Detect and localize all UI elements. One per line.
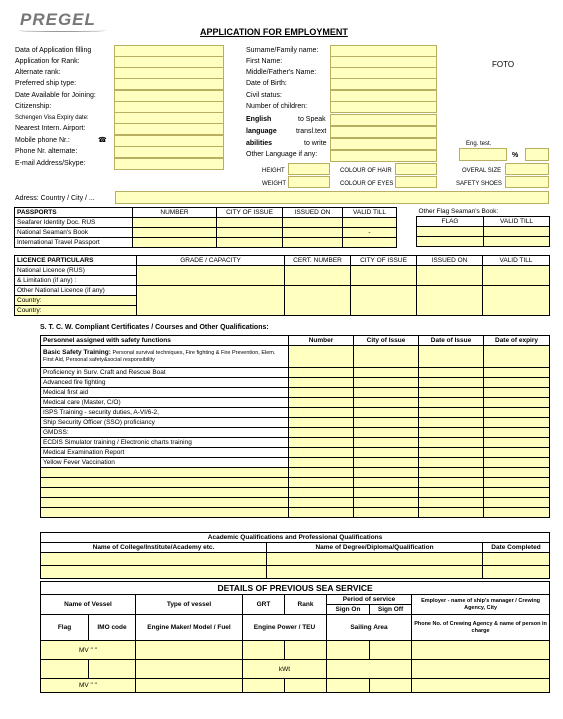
vessel-type-header: Type of vessel	[136, 595, 243, 615]
licence-cell[interactable]	[417, 266, 483, 286]
height-field[interactable]	[288, 163, 330, 175]
sea-cell[interactable]	[89, 660, 136, 679]
stcw-cell[interactable]	[484, 398, 550, 408]
licence-cell[interactable]	[285, 266, 351, 286]
abilities-label: abilities	[246, 140, 273, 147]
stcw-cell[interactable]	[354, 408, 419, 418]
left-field-label: Nearest Intern. Airport:	[15, 125, 86, 132]
stcw-cell[interactable]	[289, 418, 354, 428]
language-label: language	[246, 128, 277, 135]
overall-size-label: OVERAL SIZE	[462, 168, 502, 174]
eyes-label: COLOUR OF EYES	[340, 181, 394, 187]
stcw-cell[interactable]	[41, 468, 289, 478]
stcw-row	[41, 398, 550, 408]
passport-cell[interactable]	[133, 228, 217, 238]
stcw-cell[interactable]	[419, 378, 484, 388]
stcw-cell[interactable]	[484, 508, 550, 518]
stcw-row	[41, 428, 550, 438]
stcw-row	[41, 408, 550, 418]
stcw-cell[interactable]	[484, 428, 550, 438]
bst-text: Personal survival techniques, Fire fighting & Fire Prevention, Elem. First Aid, Personal safety&social responsibility	[43, 350, 276, 363]
stcw-cell[interactable]	[419, 398, 484, 408]
sign-on-header: Sign On	[327, 605, 370, 615]
stcw-cell[interactable]	[41, 508, 289, 518]
stcw-cell[interactable]	[419, 368, 484, 378]
stcw-cell[interactable]	[354, 478, 419, 488]
right-field-label: Surname/Family name:	[246, 47, 319, 54]
stcw-cell[interactable]	[289, 508, 354, 518]
right-field-label: First Name:	[246, 58, 283, 65]
left-field-label: Alternate rank:	[15, 69, 61, 76]
other-language-label: Other Language if any:	[246, 151, 318, 158]
college-header: Name of College/Institute/Academy etc.	[41, 543, 267, 553]
grade-header: GRADE / CAPACITY	[137, 256, 285, 266]
sea-service-title: DETAILS OF PREVIOUS SEA SERVICE	[41, 582, 550, 595]
passport-cell[interactable]	[343, 218, 397, 228]
stcw-number-header: Number	[289, 336, 354, 346]
english-speak-field[interactable]	[330, 114, 437, 126]
stcw-empty-row	[41, 488, 550, 498]
stcw-row	[41, 438, 550, 448]
stcw-cell[interactable]	[289, 368, 354, 378]
licence-table	[14, 255, 550, 316]
passport-row-label: National Seaman's Book	[15, 228, 133, 238]
issued-on-header: ISSUED ON	[417, 256, 483, 266]
passports-number-header: NUMBER	[133, 208, 217, 218]
sign-off-header: Sign Off	[370, 605, 412, 615]
stcw-city-header: City of Issue	[354, 336, 419, 346]
stcw-cell[interactable]	[484, 478, 550, 488]
stcw-cell[interactable]	[354, 468, 419, 478]
vessel-mv-cell[interactable]: MV " "	[41, 679, 136, 693]
passports-table	[14, 207, 397, 248]
sea-service-table	[40, 581, 550, 693]
stcw-cell[interactable]	[484, 418, 550, 428]
flag-cell[interactable]	[417, 227, 484, 237]
licence-row-label: Country:	[15, 296, 137, 306]
left-field-label: Phone Nr. alternate:	[15, 148, 78, 155]
stcw-cell[interactable]	[484, 346, 550, 368]
stcw-row	[41, 388, 550, 398]
sea-cell[interactable]	[243, 679, 285, 693]
engine-power-header: Engine Power / TEU	[243, 615, 327, 641]
hair-label: COLOUR OF HAIR	[340, 168, 392, 174]
stcw-cell[interactable]	[419, 448, 484, 458]
left-field-label: Date Available for Joining:	[15, 92, 96, 99]
eng-test-field[interactable]	[459, 148, 507, 161]
valid-cell[interactable]	[484, 237, 550, 247]
to-write-label: to write	[304, 140, 327, 147]
academic-table	[40, 532, 550, 579]
stcw-cell[interactable]	[484, 368, 550, 378]
left-field-label: Mobile phone Nr.:	[15, 137, 70, 144]
academic-cell[interactable]	[267, 553, 483, 566]
stcw-row-label: Ship Security Officer (SSO) proficiancy	[41, 418, 289, 428]
passports-header: PASSPORTS	[15, 208, 133, 218]
stcw-cell[interactable]	[354, 346, 419, 368]
sea-cell[interactable]	[327, 679, 370, 693]
stcw-date-expiry-header: Date of expiry	[484, 336, 550, 346]
passport-cell[interactable]	[217, 238, 283, 248]
stcw-cell[interactable]	[354, 368, 419, 378]
stcw-row-label: Medical care (Master, C/O)	[41, 398, 289, 408]
stcw-cell[interactable]	[289, 378, 354, 388]
hair-field[interactable]	[395, 163, 437, 175]
stcw-cell[interactable]	[289, 346, 354, 368]
stcw-empty-row	[41, 508, 550, 518]
safety-shoes-field[interactable]	[505, 176, 549, 188]
valid-till-header: VALID TILL	[484, 217, 550, 227]
stcw-empty-row	[41, 468, 550, 478]
height-label: HEIGHT	[262, 168, 285, 174]
licence-cell[interactable]	[285, 286, 351, 316]
passports-issued-header: ISSUED ON	[283, 208, 343, 218]
english-write-field[interactable]	[330, 138, 437, 150]
stcw-cell[interactable]	[354, 488, 419, 498]
transl-text-label: transl.text	[296, 128, 327, 135]
to-speak-label: to Speak	[298, 116, 326, 123]
english-label: English	[246, 116, 272, 123]
stcw-empty-row	[41, 478, 550, 488]
sea-cell[interactable]	[136, 679, 243, 693]
stcw-date-issue-header: Date of Issue	[419, 336, 484, 346]
stcw-cell[interactable]	[354, 428, 419, 438]
flag-header: Flag	[41, 615, 89, 641]
sea-cell[interactable]	[412, 660, 550, 679]
cert-number-header: CERT. NUMBER	[285, 256, 351, 266]
sea-cell[interactable]	[370, 679, 412, 693]
stcw-row	[41, 368, 550, 378]
stcw-cell[interactable]	[419, 418, 484, 428]
stcw-personnel-header: Personnel assigned with safety functions	[41, 336, 289, 346]
phone-agency-header: Phone No. of Crewing Agency & name of person in charge	[412, 615, 550, 641]
stcw-cell[interactable]	[419, 428, 484, 438]
licence-cell[interactable]	[417, 286, 483, 316]
employer-header: Employer - name of ship's manager / Crewing Agency, City	[412, 595, 550, 615]
sea-cell[interactable]	[327, 660, 412, 679]
left-field-input[interactable]	[114, 123, 224, 135]
stcw-cell[interactable]	[419, 488, 484, 498]
right-field-label: Civil status:	[246, 92, 282, 99]
licence-cell[interactable]	[137, 286, 285, 316]
period-header: Period of service	[327, 595, 412, 605]
safety-shoes-label: SAFETY SHOES	[456, 181, 502, 187]
other-language-field[interactable]	[330, 150, 437, 162]
stcw-cell[interactable]	[484, 488, 550, 498]
licence-cell[interactable]	[483, 266, 550, 286]
sea-cell[interactable]	[136, 660, 243, 679]
english-transl-field[interactable]	[330, 126, 437, 138]
academic-cell[interactable]	[267, 566, 483, 579]
stcw-row	[41, 378, 550, 388]
passport-dash: -	[343, 228, 397, 238]
rank-header: Rank	[285, 595, 327, 615]
stcw-cell[interactable]	[289, 488, 354, 498]
stcw-cell[interactable]	[354, 438, 419, 448]
stcw-cell[interactable]	[354, 498, 419, 508]
sea-cell[interactable]	[412, 679, 550, 693]
stcw-cell[interactable]	[354, 418, 419, 428]
stcw-cell[interactable]	[289, 428, 354, 438]
left-field-label: E-mail Address/Skype:	[15, 160, 86, 167]
left-field-input[interactable]	[114, 78, 224, 90]
passport-cell[interactable]	[343, 238, 397, 248]
passports-valid-header: VALID TILL	[343, 208, 397, 218]
stcw-cell[interactable]	[289, 448, 354, 458]
engine-power-kwt[interactable]: kWt	[243, 660, 327, 679]
flag-cell[interactable]	[417, 237, 484, 247]
stcw-cell[interactable]	[289, 398, 354, 408]
stcw-row-label: ECDIS Simulator training / Electronic charts training	[41, 438, 289, 448]
sea-cell[interactable]	[285, 641, 327, 660]
stcw-cell[interactable]	[419, 408, 484, 418]
date-completed-header: Date Completed	[483, 543, 550, 553]
academic-title: Academic Qualifications and Professional Qualifications	[41, 533, 550, 543]
stcw-cell[interactable]	[419, 498, 484, 508]
eng-test-label: Eng. test.	[466, 141, 492, 147]
sea-cell[interactable]	[327, 641, 370, 660]
academic-cell[interactable]	[41, 553, 267, 566]
bst-title: Basic Safety Training:	[43, 349, 111, 356]
degree-header: Name of Degree/Diploma/Qualification	[267, 543, 483, 553]
sea-cell[interactable]	[41, 660, 89, 679]
basic-safety-training-row	[41, 346, 289, 368]
sea-cell[interactable]	[412, 641, 550, 660]
stcw-cell[interactable]	[484, 448, 550, 458]
sea-cell[interactable]	[370, 641, 412, 660]
academic-cell[interactable]	[483, 553, 550, 566]
passport-cell[interactable]	[133, 218, 217, 228]
engine-maker-header: Engine Maker/ Model / Fuel	[136, 615, 243, 641]
stcw-cell[interactable]	[419, 478, 484, 488]
company-logo: PREGEL	[20, 10, 96, 29]
stcw-cell[interactable]	[419, 346, 484, 368]
licence-cell[interactable]	[483, 286, 550, 316]
stcw-cell[interactable]	[289, 478, 354, 488]
stcw-cell[interactable]	[484, 378, 550, 388]
licence-row-label: National Licence (RUS)	[15, 266, 137, 276]
stcw-cell[interactable]	[289, 468, 354, 478]
foto-label: FOTO	[492, 60, 515, 69]
stcw-cell[interactable]	[419, 468, 484, 478]
right-field-input[interactable]	[330, 78, 437, 90]
phone-icon: ☎	[98, 137, 107, 144]
percent-field[interactable]	[525, 148, 549, 161]
stcw-cell[interactable]	[354, 378, 419, 388]
stcw-cell[interactable]	[354, 398, 419, 408]
licence-header: LICENCE PARTICULARS	[15, 256, 137, 266]
sea-cell[interactable]	[243, 641, 285, 660]
passport-cell[interactable]	[283, 218, 343, 228]
stcw-cell[interactable]	[484, 458, 550, 468]
left-field-input[interactable]	[114, 158, 224, 170]
stcw-cell[interactable]	[354, 448, 419, 458]
left-field-label: Schengen Visa Expiry date:	[15, 115, 89, 121]
stcw-cell[interactable]	[419, 508, 484, 518]
stcw-row-label: Advanced fire fighting	[41, 378, 289, 388]
vessel-name-header: Name of Vessel	[41, 595, 136, 615]
overall-size-field[interactable]	[505, 163, 549, 175]
vessel-mv-cell[interactable]: MV " "	[41, 641, 136, 660]
licence-cell[interactable]	[137, 266, 285, 286]
licence-row-label: Other National Licence (if any)	[15, 286, 137, 296]
percent-label: %	[512, 152, 519, 159]
stcw-empty-row	[41, 498, 550, 508]
stcw-cell[interactable]	[419, 458, 484, 468]
left-field-label: Citizenship:	[15, 103, 52, 110]
right-field-label: Middle/Father's Name:	[246, 69, 317, 76]
right-field-label: Number of children:	[246, 103, 308, 110]
passport-cell[interactable]	[283, 238, 343, 248]
valid-cell[interactable]	[484, 227, 550, 237]
city-issue-header: CITY OF ISSUE	[351, 256, 417, 266]
stcw-row	[41, 458, 550, 468]
passport-cell[interactable]	[217, 218, 283, 228]
stcw-cell[interactable]	[289, 498, 354, 508]
stcw-title: S. T. C. W. Compliant Certificates / Courses and Other Qualifications:	[40, 324, 269, 331]
passport-cell[interactable]	[217, 228, 283, 238]
stcw-cell[interactable]	[289, 388, 354, 398]
stcw-cell[interactable]	[41, 488, 289, 498]
passport-row-label: Seafarer Identity Doc. RUS	[15, 218, 133, 228]
stcw-table	[40, 335, 550, 518]
stcw-row	[41, 418, 550, 428]
stcw-cell[interactable]	[289, 408, 354, 418]
weight-field[interactable]	[288, 176, 330, 188]
left-field-label: Application for Rank:	[15, 58, 80, 65]
left-field-label: Data of Application filling	[15, 47, 92, 54]
imo-header: IMO code	[89, 615, 136, 641]
left-field-label: Preferred ship type:	[15, 80, 77, 87]
stcw-cell[interactable]	[354, 508, 419, 518]
stcw-cell[interactable]	[354, 458, 419, 468]
left-field-input[interactable]	[114, 146, 224, 158]
licence-row-label: & Limitation (if any) :	[15, 276, 137, 286]
stcw-row-label: Yellow Fever Vaccination	[41, 458, 289, 468]
weight-label: WEIGHT	[262, 181, 286, 187]
stcw-cell[interactable]	[41, 498, 289, 508]
stcw-cell[interactable]	[354, 388, 419, 398]
licence-row-label: Country:	[15, 306, 137, 316]
stcw-row-label: GMDSS:	[41, 428, 289, 438]
academic-cell[interactable]	[483, 566, 550, 579]
flag-header: FLAG	[417, 217, 484, 227]
stcw-cell[interactable]	[41, 478, 289, 488]
stcw-row-label: ISPS Training - security duties, A-VI/6-2,	[41, 408, 289, 418]
eyes-field[interactable]	[395, 176, 437, 188]
sea-cell[interactable]	[136, 641, 243, 660]
stcw-cell[interactable]	[289, 438, 354, 448]
grt-header: GRT	[243, 595, 285, 615]
licence-cell[interactable]	[351, 286, 417, 316]
stcw-row-label: Medical Examination Report	[41, 448, 289, 458]
stcw-cell[interactable]	[419, 438, 484, 448]
passport-row-label: International Travel Passport	[15, 238, 133, 248]
stcw-cell[interactable]	[484, 468, 550, 478]
address-field[interactable]	[115, 191, 549, 204]
other-flag-title: Other Flag Seaman's Book:	[418, 208, 499, 215]
other-flag-table	[416, 207, 550, 247]
logo-underline	[18, 29, 106, 32]
stcw-row	[41, 448, 550, 458]
stcw-cell[interactable]	[484, 498, 550, 508]
stcw-row-label: Medical first aid	[41, 388, 289, 398]
stcw-cell[interactable]	[484, 388, 550, 398]
licence-cell[interactable]	[351, 266, 417, 286]
sailing-area-header: Sailing Area	[327, 615, 412, 641]
stcw-cell[interactable]	[484, 438, 550, 448]
passports-city-header: CITY OF ISSUE	[217, 208, 283, 218]
stcw-cell[interactable]	[484, 408, 550, 418]
valid-till-header: VALID TILL	[483, 256, 550, 266]
address-label: Adress: Country / City / ...	[15, 195, 95, 202]
passport-cell[interactable]	[133, 238, 217, 248]
right-field-input[interactable]	[330, 101, 437, 113]
stcw-cell[interactable]	[289, 458, 354, 468]
right-field-label: Date of Birth:	[246, 80, 287, 87]
stcw-cell[interactable]	[419, 388, 484, 398]
stcw-row-label: Proficiency in Surv. Craft and Rescue Boat	[41, 368, 289, 378]
page-title: APPLICATION FOR EMPLOYMENT	[200, 27, 348, 37]
sea-cell[interactable]	[285, 679, 327, 693]
passport-cell[interactable]	[283, 228, 343, 238]
academic-cell[interactable]	[41, 566, 267, 579]
